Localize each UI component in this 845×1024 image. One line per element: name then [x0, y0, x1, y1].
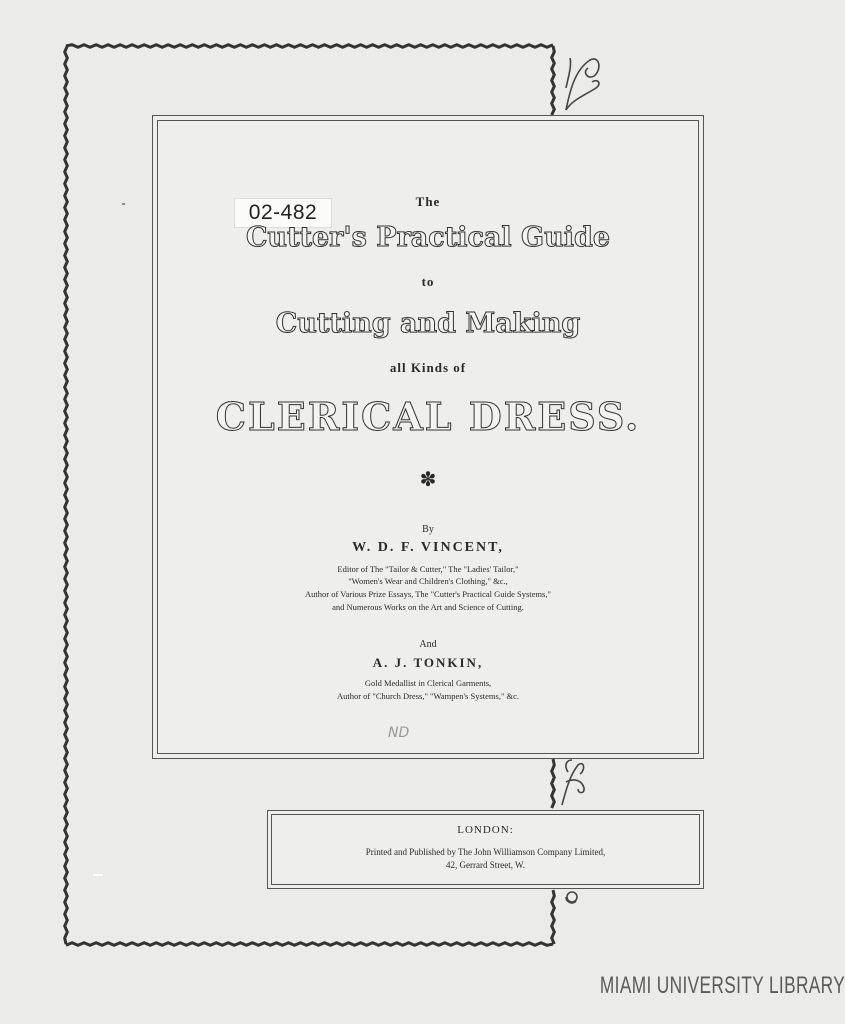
library-stamp: MIAMI UNIVERSITY LIBRARY [599, 972, 845, 999]
author-1-name: W. D. F. VINCENT, [352, 540, 504, 555]
flourish-ornament-middle [562, 760, 584, 805]
pencil-mark: ND [388, 725, 410, 741]
author-1-line: Author of Various Prize Essays, The "Cutter's Practical Guide Systems," [305, 589, 551, 599]
by-label: By [422, 524, 434, 535]
title-all-kinds: all Kinds of [389, 360, 467, 375]
author-1-line: Editor of The "Tailor & Cutter," The "Ladies' Tailor," [337, 564, 519, 574]
and-label: And [419, 639, 437, 650]
author-2-line: Gold Medallist in Clerical Garments, [364, 678, 492, 688]
speck [122, 203, 125, 205]
title-line-2: Cutting and Making [275, 308, 581, 339]
publisher-line: Printed and Published by The John Williamson Company Limited, [365, 847, 606, 857]
publisher-line: 42, Gerrard Street, W. [446, 860, 525, 870]
title-line-3: CLERICAL DRESS. [215, 394, 641, 439]
title-the: The [415, 194, 441, 209]
author-2-name: A. J. TONKIN, [372, 655, 484, 670]
author-1-line: "Women's Wear and Children's Clothing," &c., [348, 576, 508, 586]
flourish-ornament-bottom [566, 892, 577, 903]
title-line-1: Cutter's Practical Guide [245, 222, 611, 253]
flower-ornament-icon: ✽ [419, 469, 437, 491]
publisher-city: LONDON: [457, 824, 514, 836]
catalog-number-stamp: 02-482 [234, 198, 332, 228]
flourish-ornament-top [566, 58, 599, 110]
title-to: to [421, 274, 435, 289]
author-2-line: Author of "Church Dress," "Wampen's Systems," &c. [336, 691, 520, 701]
author-1-line: and Numerous Works on the Art and Science of Cutting. [332, 602, 524, 612]
speck [93, 874, 103, 876]
